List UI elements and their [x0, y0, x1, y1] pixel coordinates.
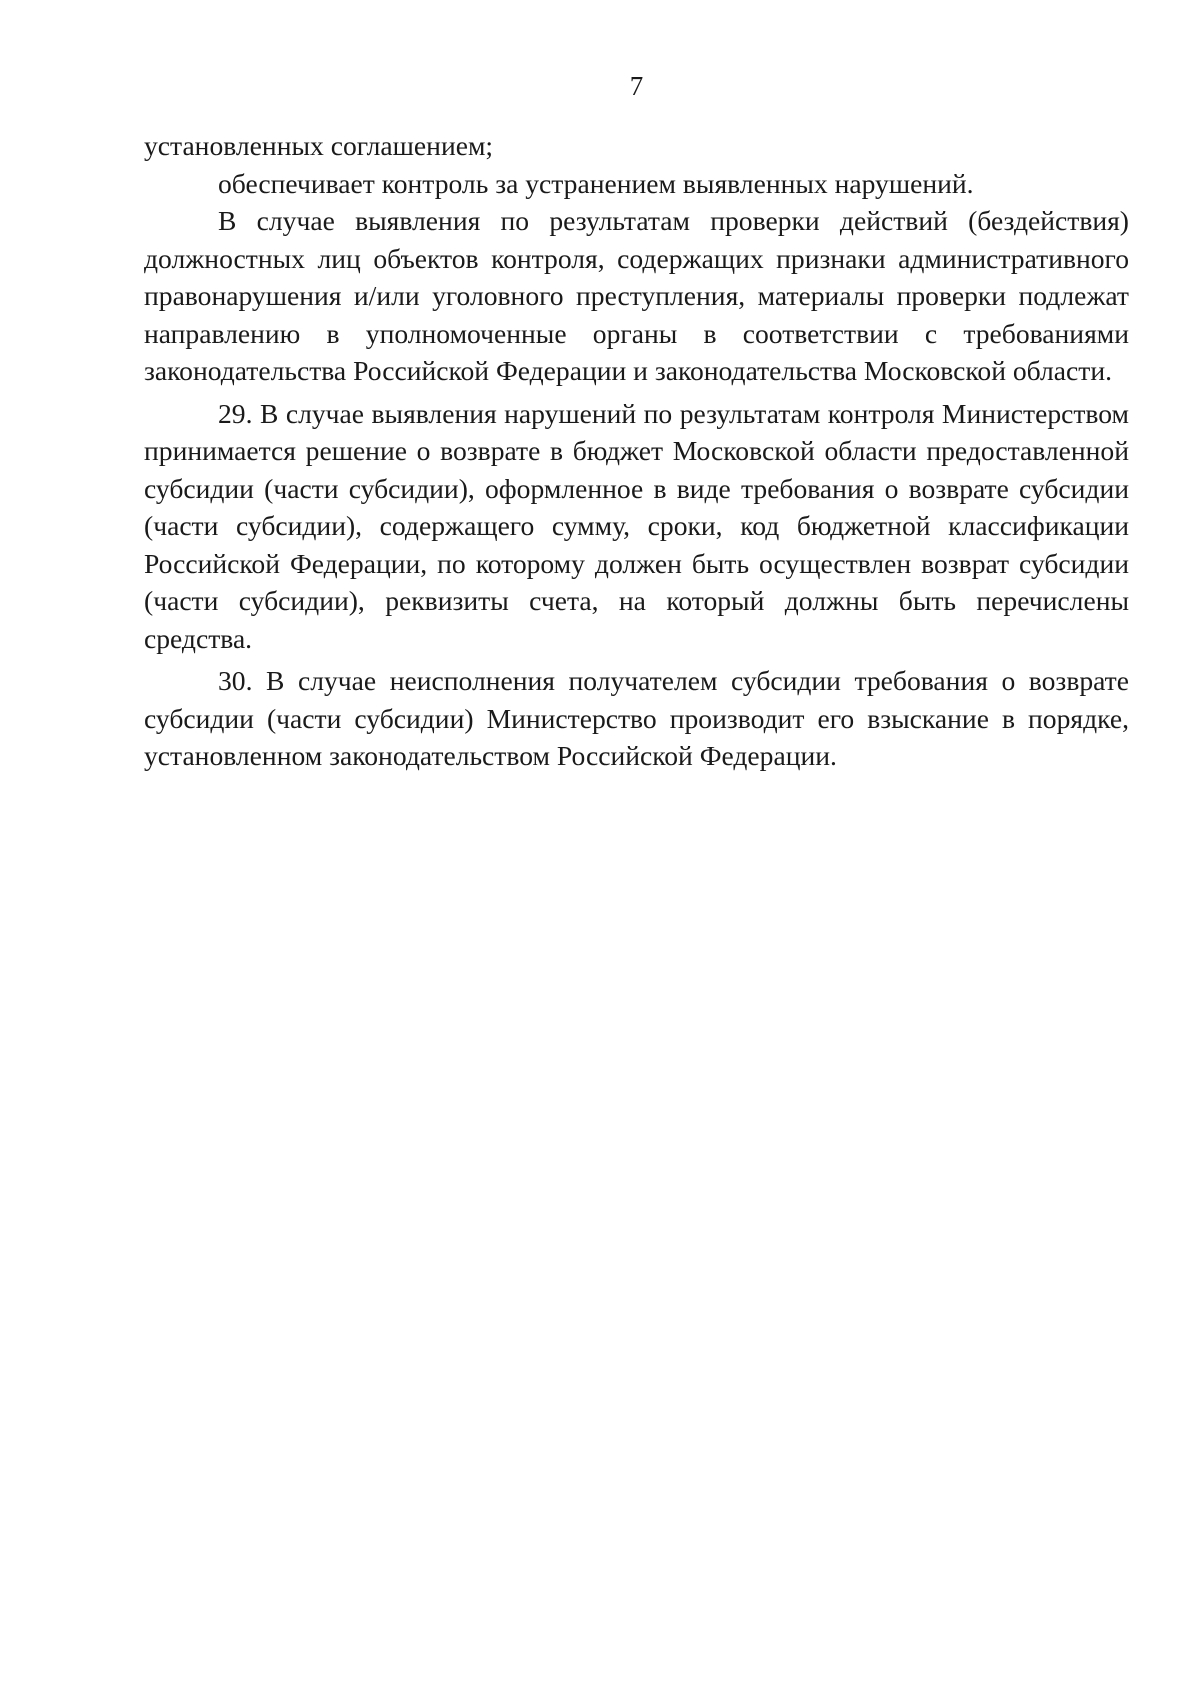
document-body — [144, 127, 1129, 775]
paragraph-clause-29: 29. В случае выявления нарушений по результатам контроля Министерством принимается решение о возврате в бюджет Московской области предоставленной субсидии (части субсидии), оформленное в виде требования о возврате субсидии (части субсидии), содержащего сумму, сроки, код бюджетной классификации Российской Федерации, по которому должен быть осуществлен возврат субсидии (части субсидии), реквизиты счета, на который должны быть перечислены средства. — [144, 397, 1129, 654]
paragraph-violations-referral: В случае выявления по результатам проверки действий (бездействия) должностных лиц объектов контроля, содержащих признаки административного правонарушения и/или уголовного преступления, материалы проверки подлежат направлению в уполномоченные органы в соответствии с требованиями законодательства Российской Федерации и законодательства Московской области. — [144, 205, 1129, 386]
paragraph-continuation: установленных соглашением; — [144, 130, 494, 161]
paragraph-control-item: обеспечивает контроль за устранением выявленных нарушений. — [218, 167, 974, 199]
paragraph-clause-30: 30. В случае неисполнения получателем субсидии требования о возврате субсидии (части субсидии) Министерство производит его взыскание в порядке, установленном законодательством Российской Федерации. — [144, 665, 1129, 771]
page-number: 7 — [629, 71, 644, 101]
